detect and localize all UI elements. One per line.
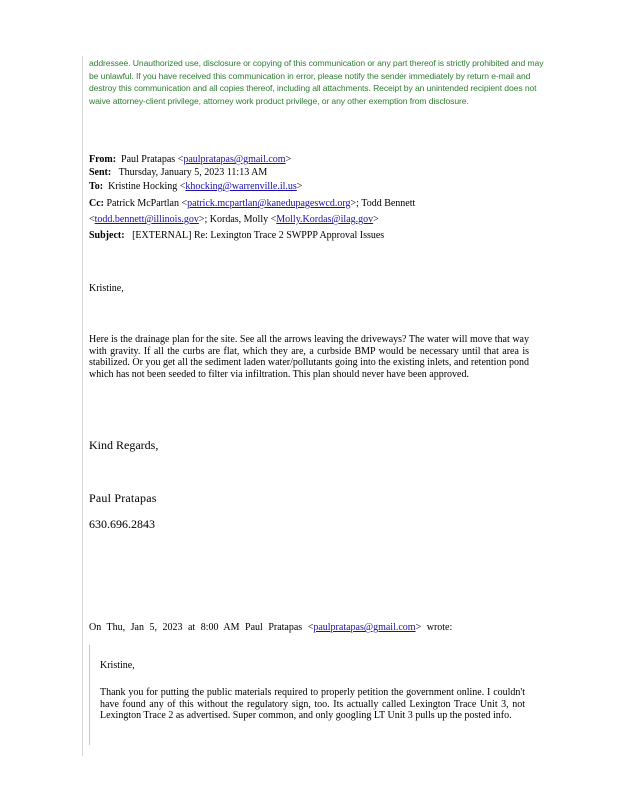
wrote-email-link[interactable]: paulpratapas@gmail.com bbox=[313, 622, 416, 633]
quote-rule bbox=[89, 645, 90, 745]
to-line bbox=[89, 181, 549, 193]
cc-email-link-2[interactable]: todd.bennett@illinois.gov bbox=[94, 214, 199, 225]
signature-name: Paul Pratapas bbox=[89, 491, 157, 505]
to-name: Kristine Hocking < bbox=[108, 181, 186, 192]
quoted-attribution bbox=[89, 622, 452, 633]
from-label: From: bbox=[89, 154, 117, 165]
cc-lt: < bbox=[89, 214, 95, 225]
cc-mid1: >; Todd Bennett bbox=[350, 198, 416, 209]
sent-label: Sent: bbox=[89, 167, 112, 178]
message-body: Here is the drainage plan for the site. See all the arrows leaving the driveways? The water will move that way with gravity. If all the curbs are flat, which they are, a curbside BMP would be necessary until that area is stabilized. Or you get all the sediment laden water/pollutants going into the existing inlets, and retention pond which has not been seeded to filter via infiltration. This plan should never have been approved. bbox=[89, 334, 529, 380]
sent-line bbox=[89, 167, 549, 179]
cc-line-2 bbox=[89, 214, 549, 226]
from-email-link[interactable]: paulpratapas@gmail.com bbox=[183, 154, 286, 165]
from-line bbox=[89, 154, 549, 166]
cc-label: Cc: bbox=[89, 198, 104, 209]
subject-label: Subject: bbox=[89, 230, 125, 241]
from-name: Paul Pratapas < bbox=[121, 154, 184, 165]
quoted-body: Thank you for putting the public materials required to properly petition the government online. I couldn't have found any of this without the regulatory sign, too. Its actually called Lexington Trace Unit 3, not Lexington Trace 2 as advertised. Super common, and only googling LT Unit 3 pulls up the posted info. bbox=[100, 687, 525, 722]
signature-phone: 630.696.2843 bbox=[89, 517, 155, 531]
wrote-suffix: > wrote: bbox=[415, 622, 453, 633]
to-email-link[interactable]: khocking@warrenville.il.us bbox=[185, 181, 297, 192]
quoted-greeting: Kristine, bbox=[100, 660, 135, 671]
from-end: > bbox=[285, 154, 292, 165]
wrote-prefix: On Thu, Jan 5, 2023 at 8:00 AM Paul Pratapas < bbox=[89, 622, 314, 633]
to-end: > bbox=[296, 181, 303, 192]
greeting: Kristine, bbox=[89, 283, 124, 294]
cc-name1: Patrick McPartlan < bbox=[106, 198, 188, 209]
to-label: To: bbox=[89, 181, 104, 192]
confidentiality-disclaimer: addressee. Unauthorized use, disclosure or copying of this communication or any part thereof is strictly prohibited and may be unlawful. If you have received this communication in error, please notify the sender immediately by return e-mail and destroy this communication and all copies thereof, including all attachments. Receipt by an unintended recipient does not waive attorney-client privilege, attorney work product privilege, or any other exemption from disclosure. bbox=[89, 58, 544, 106]
cc-email-link-1[interactable]: patrick.mcpartlan@kanedupageswcd.org bbox=[187, 198, 351, 209]
subject-value: [EXTERNAL] Re: Lexington Trace 2 SWPPP Approval Issues bbox=[132, 230, 385, 241]
cc-mid2: >; Kordas, Molly < bbox=[198, 214, 277, 225]
cc-email-link-3[interactable]: Molly.Kordas@ilag.gov bbox=[276, 214, 374, 225]
closing: Kind Regards, bbox=[89, 438, 159, 452]
sent-value: Thursday, January 5, 2023 11:13 AM bbox=[118, 167, 268, 178]
cc-end: > bbox=[373, 214, 379, 225]
left-rule bbox=[82, 56, 83, 756]
cc-line bbox=[89, 198, 549, 210]
subject-line bbox=[89, 230, 549, 242]
